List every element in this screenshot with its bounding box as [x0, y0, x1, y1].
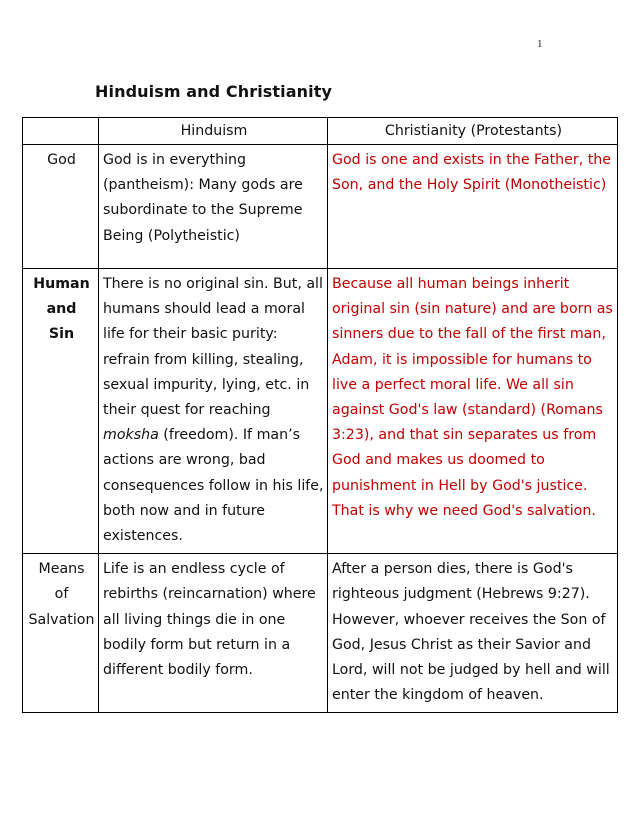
row-label-human: Human [33, 276, 90, 292]
hinduism-sin-text-a: There is no original sin. But, all humans should lead a moral life for their basic purity: refrain from killing, stealing, sexual impurity, lying, etc. in their quest for reaching [103, 276, 323, 419]
row-label-means: Means [38, 561, 85, 578]
document-title: Hinduism and Christianity [95, 82, 332, 101]
header-christianity: Christianity (Protestants) [328, 118, 618, 145]
hinduism-sin-cell [99, 269, 328, 554]
row-label-salvation: Salvation [28, 611, 95, 628]
header-empty-cell [23, 118, 99, 145]
table-row [23, 554, 618, 713]
table-row [23, 145, 618, 269]
moksha-term: moksha [103, 427, 159, 444]
row-label-and: and [46, 301, 77, 318]
christianity-salvation-cell: After a person dies, there is God's righteous judgment (Hebrews 9:27). However, whoever receives the Son of God, Jesus Christ as their Savior and Lord, will not be judged by hell and will enter the kingdom of heaven. [328, 554, 618, 713]
christianity-sin-cell: Because all human beings inherit original sin (sin nature) and are born as sinners due to the fall of the first man, Adam, it is impossible for humans to live a perfect moral life. We all sin against God's law (standard) (Romans 3:23), and that sin separates us from God and makes us doomed to punishment in Hell by God's justice. That is why we need God's salvation. [328, 269, 618, 554]
row-label-human-and-sin [23, 269, 99, 554]
hinduism-salvation-cell: Life is an endless cycle of rebirths (reincarnation) where all living things die in one bodily form but return in a different bodily form. [99, 554, 328, 713]
row-label-means-of-salvation [23, 554, 99, 713]
table-header-row [23, 118, 618, 145]
hinduism-sin-text-b: (freedom). If man’s actions are wrong, bad consequences follow in his life, both now and in future existences. [103, 427, 324, 545]
row-label-sin: Sin [48, 326, 75, 343]
row-label-of: of [54, 586, 69, 603]
christianity-god-cell: God is one and exists in the Father, the Son, and the Holy Spirit (Monotheistic) [328, 145, 618, 269]
page-number: 1 [537, 38, 543, 50]
hinduism-god-cell: God is in everything (pantheism): Many gods are subordinate to the Supreme Being (Polytheistic) [99, 145, 328, 269]
comparison-table [22, 117, 618, 713]
table-row [23, 269, 618, 554]
row-label-god: God [23, 145, 99, 269]
header-hinduism: Hinduism [99, 118, 328, 145]
